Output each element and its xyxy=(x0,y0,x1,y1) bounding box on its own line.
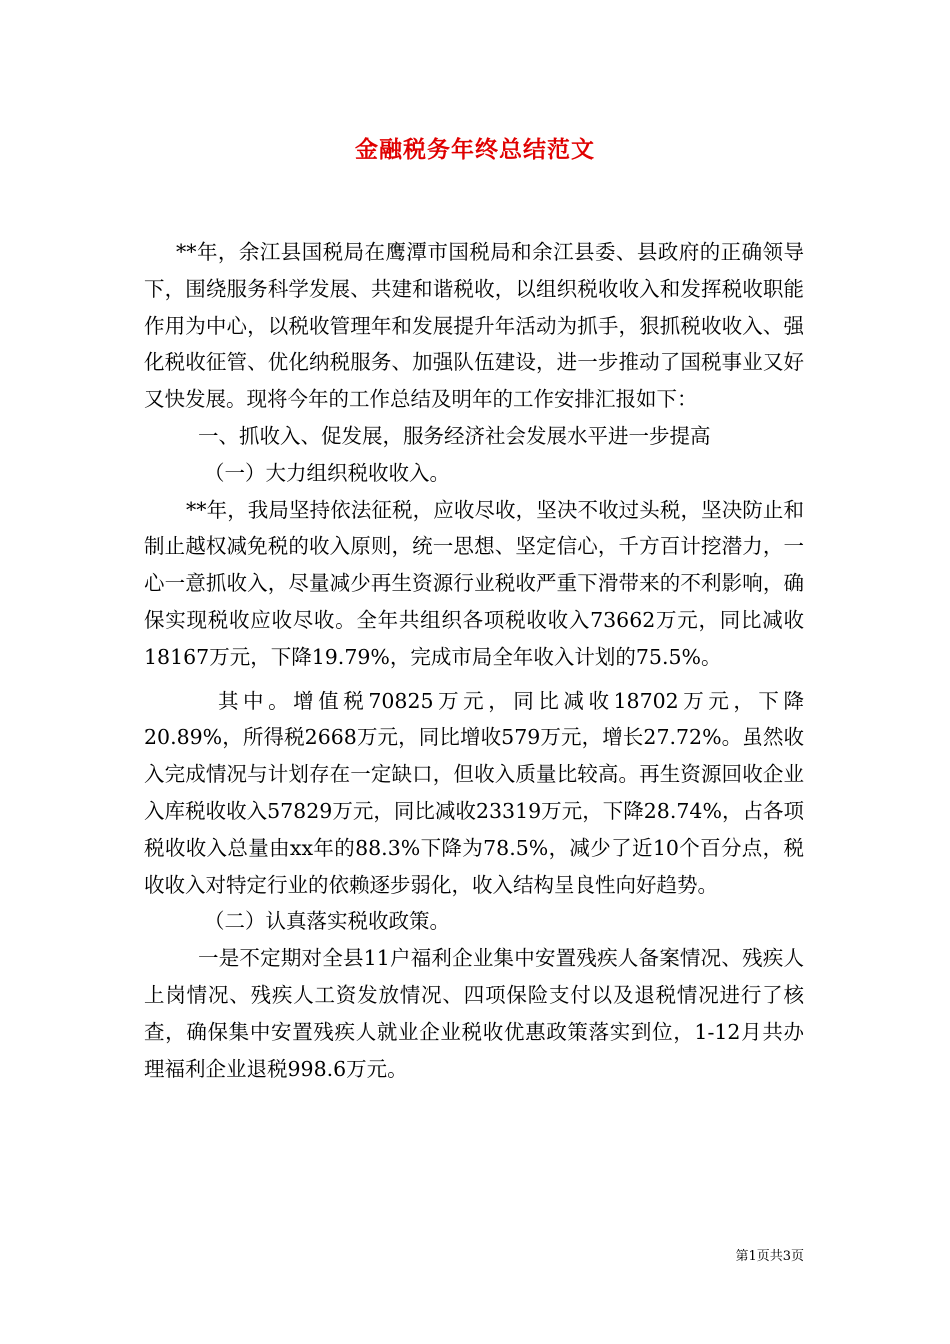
subsection-heading-2: （二）认真落实税收政策。 xyxy=(204,909,450,934)
paragraph-revenue: **年，我局坚持依法征税，应收尽收，坚决不收过头税，坚决防止和制止越权减免税的收入原则，统一思想、坚定信心，千方百计挖潜力，一心一意抓收入，尽量减少再生资源行业税收严重下滑带来的不利影响，确保实现税收应收尽收。全年共组织各项税收收入73662万元，同比减收18167万元，下降19.79%，完成市局全年收入计划的75.5%。 xyxy=(144,497,804,669)
paragraph-policy: 一是不定期对全县11户福利企业集中安置残疾人备案情况、残疾人上岗情况、残疾人工资发放情况、四项保险支付以及退税情况进行了核查，确保集中安置残疾人就业企业税收优惠政策落实到位，1-12月共办理福利企业退税998.6万元。 xyxy=(144,946,804,1081)
section-heading-1: 一、抓收入、促发展，服务经济社会发展水平进一步提高 xyxy=(198,423,711,448)
subsection-heading-1: （一）大力组织税收收入。 xyxy=(204,460,450,485)
document-body xyxy=(144,234,804,1087)
document-title: 金融税务年终总结范文 xyxy=(355,136,595,163)
paragraph-intro: **年，余江县国税局在鹰潭市国税局和余江县委、县政府的正确领导下，围绕服务科学发展、共建和谐税收，以组织税收收入和发挥税收职能作用为中心，以税收管理年和发展提升年活动为抓手，狠抓税收收入、强化税收征管、优化纳税服务、加强队伍建设，进一步推动了国税事业又好又快发展。现将今年的工作总结及明年的工作安排汇报如下： xyxy=(144,240,804,412)
paragraph-breakdown: 其中。增值税70825万元，同比减收18702万元，下降20.89%，所得税2668万元，同比增收579万元，增长27.72%。虽然收入完成情况与计划存在一定缺口，但收入质量比较高。再生资源回收企业入库税收收入57829万元，同比减收23319万元，下降28.74%，占各项税收收入总量由xx年的88.3%下降为78.5%，减少了近10个百分点，税收收入对特定行业的依赖逐步弱化，收入结构呈良性向好趋势。 xyxy=(144,688,804,897)
paragraph-spacer xyxy=(144,676,804,683)
page-number: 第1页共3页 xyxy=(735,1249,804,1264)
